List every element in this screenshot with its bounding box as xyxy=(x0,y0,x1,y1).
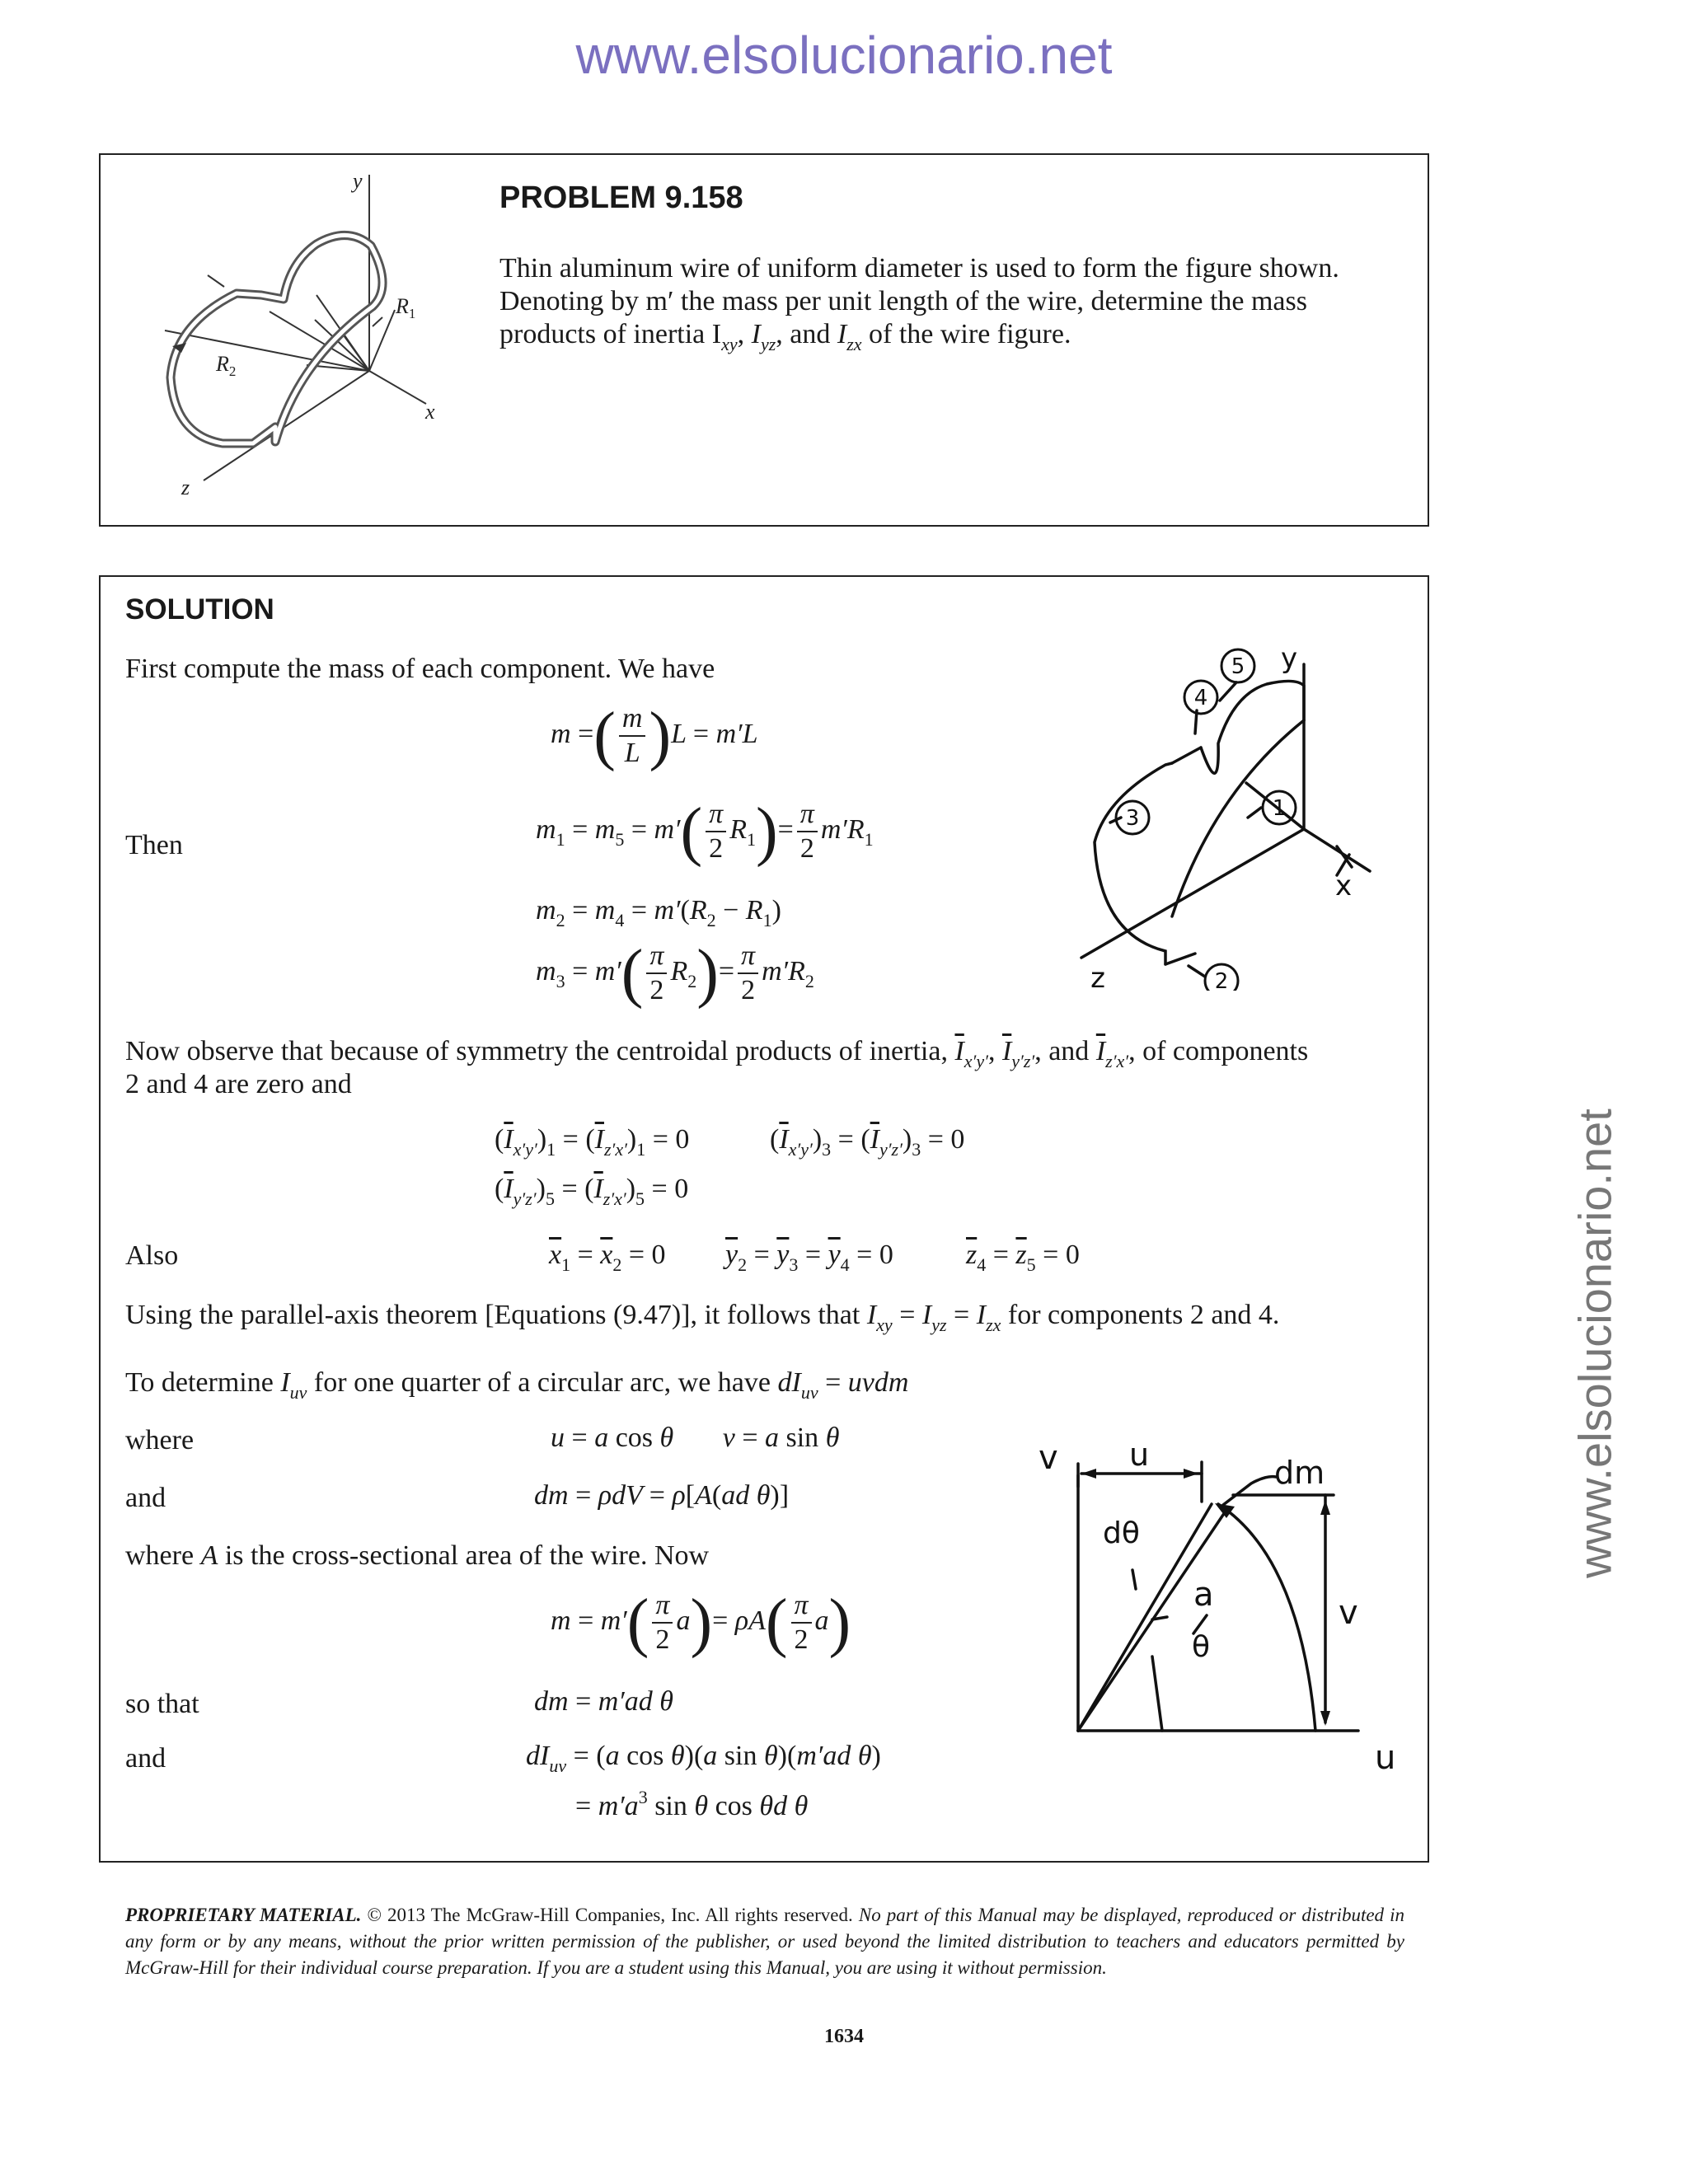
sketch2-label-u-bottom: u xyxy=(1375,1739,1396,1772)
quarter-arc-text: To determine $I_{uv}$ for one quarter of a circular arc, we have $dI_{uv}$ = uvdm xyxy=(125,1367,909,1403)
symmetry-text-2: 2 and 4 are zero and xyxy=(125,1069,352,1099)
label-then: Then xyxy=(125,830,183,860)
problem-title: PROBLEM 9.158 xyxy=(499,180,743,215)
component-sketch xyxy=(1057,628,1403,991)
label-and-2: and xyxy=(125,1743,166,1774)
problem-text-line-2: Denoting by m′ the mass per unit length of the wire, determine the mass xyxy=(499,286,1307,316)
eq-centroidal-1: $(\overline{I}_{x'y'})_1 = (\overline{I}_{z'x'})_1 = 0$ xyxy=(495,1124,690,1160)
eq-m1-m5: $m_1 = m_5 = m'$( $\frac{\pi}{2}$ $R_1)=$ $\frac{\pi}{2}$ $m'R_1$ xyxy=(536,795,874,868)
sketch2-label-v-top: v xyxy=(1039,1439,1058,1477)
eq-diuv: $dI_{uv} = (a$ cos θ)(a sin θ)(m′ad θ) xyxy=(526,1741,881,1776)
sketch2-label-a: a xyxy=(1193,1576,1214,1614)
sketch1-label-y: y xyxy=(1280,642,1298,675)
sketch1-label-1: 1 xyxy=(1272,796,1287,821)
sketch2-label-theta: θ xyxy=(1192,1630,1211,1664)
eq-also-x: $\overline{x}_1 = \overline{x}_2 = 0$ xyxy=(549,1240,666,1275)
problem-box xyxy=(99,153,1429,527)
fig-label-x: x xyxy=(425,400,435,424)
fig-label-r2: $R_2$ xyxy=(216,352,237,379)
sketch1-label-z: z xyxy=(1090,962,1105,991)
label-and-1: and xyxy=(125,1483,166,1513)
eq-dm-mprime: dm = m′ad θ xyxy=(534,1686,673,1717)
label-so-that: so that xyxy=(125,1689,199,1719)
sketch1-label-3: 3 xyxy=(1125,806,1140,831)
sketch1-label-2: 2 xyxy=(1214,969,1229,991)
label-also: Also xyxy=(125,1240,179,1271)
problem-text-line-1: Thin aluminum wire of uniform diameter is used to form the figure shown. xyxy=(499,253,1339,284)
solution-line-1: First compute the mass of each component. We have xyxy=(125,654,715,684)
sketch2-label-u-top: u xyxy=(1129,1436,1150,1473)
quarter-arc-sketch xyxy=(1029,1426,1408,1772)
problem-figure xyxy=(101,155,562,522)
eq-diuv-result: = $m'a^3$ sin θ cos θd θ xyxy=(575,1787,809,1821)
fig-label-r1: $R_1$ xyxy=(396,294,416,321)
problem-text-line-3: products of inertia $I_{xy}$, $I_{yz}$, and $I_{zx}$ of the wire figure. xyxy=(499,319,1071,354)
sketch2-label-v-right: v xyxy=(1339,1594,1358,1632)
page-number: 1634 xyxy=(824,2026,864,2047)
eq-also-y: $\overline{y}_2 = \overline{y}_3 = \overline{y}_4 = 0$ xyxy=(725,1240,893,1275)
watermark-side-text: www.elsolucionario.net xyxy=(1568,1108,1621,1578)
watermark-top: www.elsolucionario.net xyxy=(575,26,1113,85)
label-where: where xyxy=(125,1425,195,1455)
fig-label-y: y xyxy=(353,169,363,193)
sketch2-label-dtheta: dθ xyxy=(1103,1516,1140,1550)
copyright-footer: PROPRIETARY MATERIAL. © 2013 The McGraw-Hill Companies, Inc. All rights reserved. No part of this Manual may be displayed, reproduced or distributed in any form or by any means, without the prior written permission of the publisher, or used beyond the limited distribution to teachers and educators permitted by McGraw-Hill for their individual course preparation. If you are a student using this Manual, you are using it without permission. xyxy=(125,1905,1405,1978)
eq-centroidal-5: $(\overline{I}_{y'z'})_5 = (\overline{I}_{z'x'})_5 = 0$ xyxy=(495,1174,689,1209)
eq-m-rho-a: m = m′( $\frac{\pi}{2}$ a)= ρA( $\frac{\pi}{2}$ a) xyxy=(551,1586,851,1659)
sketch1-label-4: 4 xyxy=(1193,686,1208,710)
sketch1-label-5: 5 xyxy=(1231,654,1245,679)
eq-u-v: u = a cos θ v = a sin θ xyxy=(551,1422,840,1453)
cross-section-text: where A is the cross-sectional area of the wire. Now xyxy=(125,1540,710,1571)
parallel-axis-text: Using the parallel-axis theorem [Equations (9.47)], it follows that $I_{xy} = I_{yz} = I_{zx}$ for components 2 and 4. xyxy=(125,1300,1280,1335)
symmetry-text: Now observe that because of symmetry the centroidal products of inertia, $\overline{I}_{x'y'}$, $\overline{I}_{y'z'}$, and $\overline{I}_{z'x'}$, of components xyxy=(125,1036,1309,1071)
sketch2-label-dm: dm xyxy=(1274,1455,1325,1491)
solution-box xyxy=(99,575,1429,1863)
eq-m3: $m_3 = m'$( $\frac{\pi}{2}$ $R_2)=$ $\frac{\pi}{2}$ $m'R_2$ xyxy=(536,937,814,1010)
eq-also-z: $\overline{z}_4 = \overline{z}_5 = 0$ xyxy=(966,1240,1080,1275)
solution-title: SOLUTION xyxy=(125,593,274,626)
eq-m2-m4: $m_2 = m_4 = m'(R_2 - R_1)$ xyxy=(536,895,781,930)
sketch1-label-x: x xyxy=(1334,869,1353,902)
eq-centroidal-3: $(\overline{I}_{x'y'})_3 = (\overline{I}_{y'z'})_3 = 0$ xyxy=(770,1124,965,1160)
eq-dm-rho: dm = ρdV = ρ[A(ad θ)] xyxy=(534,1480,790,1511)
eq-mass-def: m =( $\frac{m}{L}$ )L = m′L xyxy=(551,700,758,772)
fig-label-z: z xyxy=(181,476,190,499)
